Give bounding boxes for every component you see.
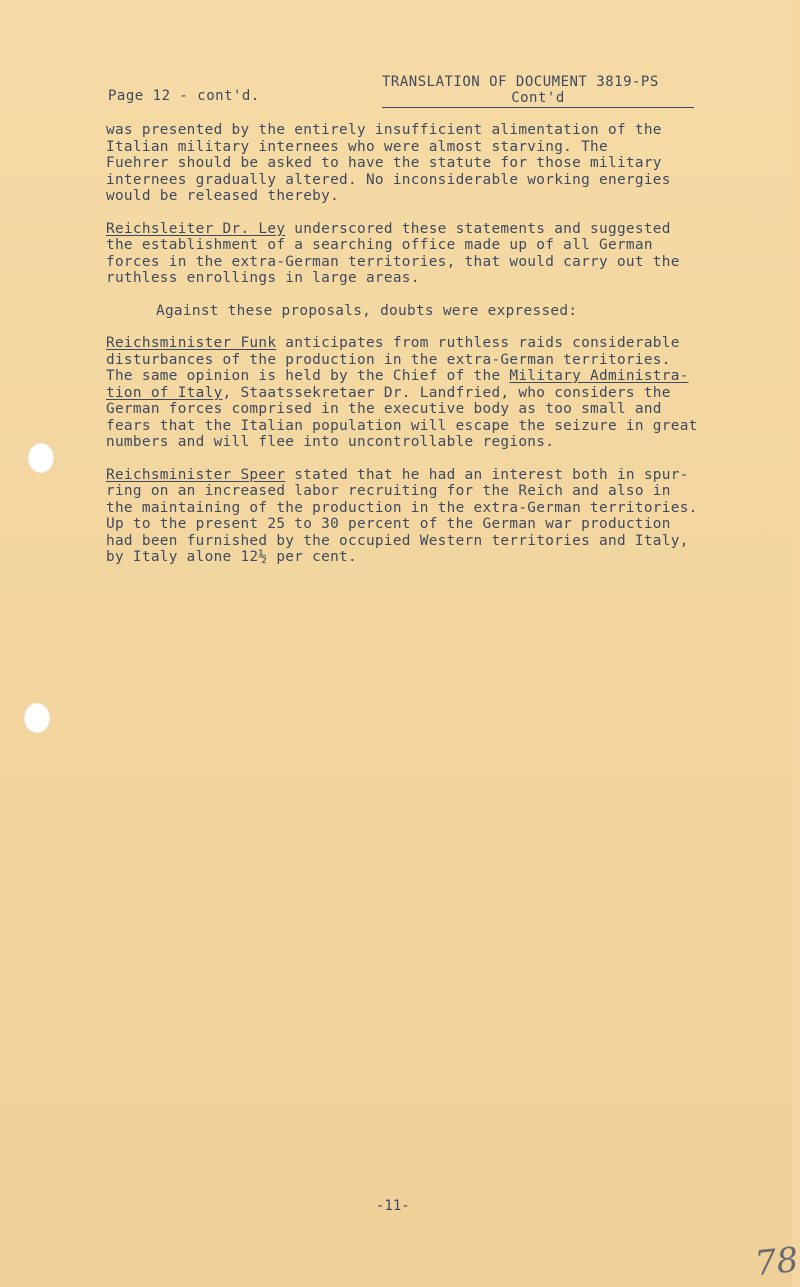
paragraph-3 — [106, 303, 746, 320]
speaker-name: Reichsminister Funk — [106, 335, 277, 351]
text-line — [106, 335, 746, 352]
text-line — [106, 221, 746, 238]
text-fragment: stated that he had an interest both in spur- — [285, 466, 689, 483]
text-line: Fuehrer should be asked to have the statute for those military — [106, 155, 662, 171]
punch-hole — [24, 703, 50, 733]
underlined-term: tion of Italy — [106, 384, 223, 401]
document-body — [106, 122, 746, 582]
text-fragment: underscored these statements and suggested — [285, 220, 671, 237]
text-line: Up to the present 25 to 30 percent of the German war production — [106, 516, 671, 532]
text-line: Italian military internees who were almost starving. The — [106, 138, 608, 155]
speaker-name: Reichsleiter Dr. Ley — [106, 220, 286, 237]
text-line: would be released thereby. — [106, 188, 340, 204]
text-line: fears that the Italian population will escape the seizure in great — [106, 417, 698, 434]
underlined-term: Military Administra- — [509, 368, 689, 384]
title-line: TRANSLATION OF DOCUMENT 3819-PS — [382, 74, 659, 90]
text-line: numbers and will flee into uncontrollable regions. — [106, 434, 555, 450]
text-line — [106, 385, 746, 402]
page-label: Page 12 - cont'd. — [108, 88, 260, 104]
handwritten-page-stamp: 78 — [753, 1239, 800, 1285]
text-line: the establishment of a searching office made up of all German — [106, 237, 653, 253]
paragraph-4 — [106, 335, 746, 451]
text-line: by Italy alone 12½ per cent. — [106, 549, 357, 565]
paragraph-5 — [106, 467, 746, 566]
punch-hole — [28, 443, 54, 473]
paragraph-2 — [106, 221, 746, 287]
text-line: internees gradually altered. No inconsiderable working energies — [106, 171, 671, 188]
text-fragment: anticipates from ruthless raids considerable — [276, 335, 680, 351]
paragraph-1 — [106, 122, 746, 205]
text-line: ring on an increased labor recruiting for the Reich and also in — [106, 483, 671, 499]
text-line — [106, 368, 746, 385]
text-line: German forces comprised in the executive body as too small and — [106, 401, 662, 417]
text-line: was presented by the entirely insufficient alimentation of the — [106, 122, 662, 138]
text-line: the maintaining of the production in the extra-German territories. — [106, 499, 698, 516]
document-title — [382, 74, 694, 108]
text-line: ruthless enrollings in large areas. — [106, 270, 420, 286]
text-line: Against these proposals, doubts were expressed: — [156, 302, 578, 319]
speaker-name: Reichsminister Speer — [106, 466, 286, 483]
text-line — [106, 467, 746, 484]
text-fragment: The same opinion is held by the Chief of the — [106, 368, 510, 384]
page-number: -11- — [376, 1198, 410, 1214]
subtitle-line: Cont'd — [382, 90, 694, 108]
text-line: disturbances of the production in the extra-German territories. — [106, 351, 671, 368]
text-fragment: , Staatssekretaer Dr. Landfried, who considers the — [222, 384, 671, 401]
text-line: forces in the extra-German territories, that would carry out the — [106, 253, 680, 270]
text-line: had been furnished by the occupied Western territories and Italy, — [106, 532, 689, 549]
